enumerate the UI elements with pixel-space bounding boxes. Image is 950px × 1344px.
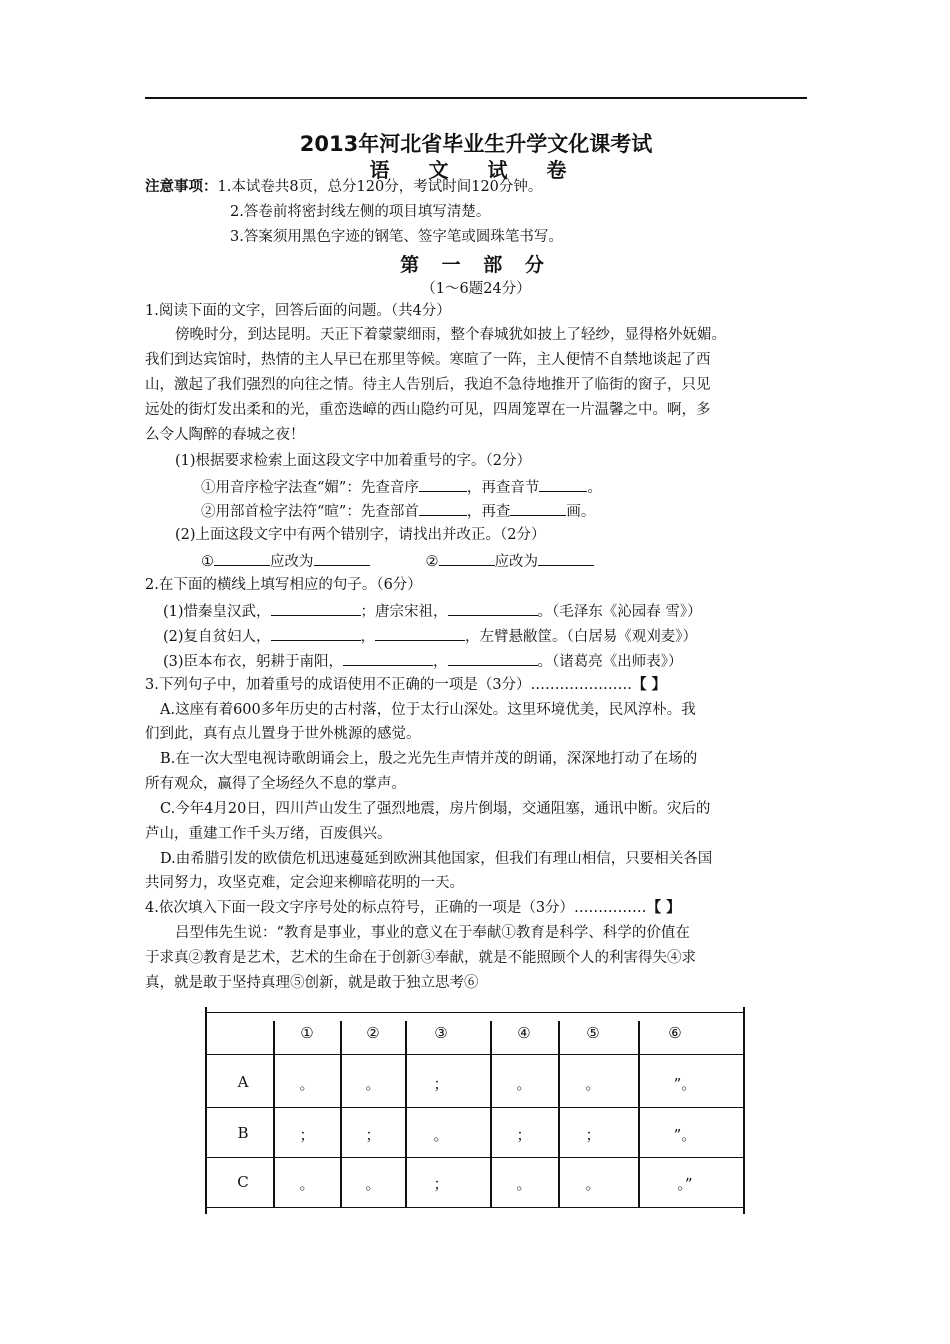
table-rule [205,1107,745,1108]
answer-blank[interactable] [343,651,433,666]
table-cell: ； [433,1175,449,1193]
text: ，再查 [466,504,511,520]
table-cell: 。 [433,1126,449,1144]
q3-option-line: 所有观众，赢得了全场经久不息的掌声。 [145,776,406,792]
notice-label: 注意事项： [145,179,218,195]
text: (3)臣本布衣，躬耕于南阳， [163,654,344,670]
q2-line-3 [163,651,683,671]
table-cell: ”。 [673,1075,697,1093]
table-rule [205,1157,745,1158]
table-header-cell: ③ [434,1024,448,1042]
exam-subtitle: 语 文 试 卷 [369,158,583,182]
text: 。（诸葛亮《出师表》） [537,654,683,670]
text: ，再查音节 [466,480,540,496]
q2-line-1 [163,601,702,621]
q4-stem-line [145,899,681,917]
text: 应改为 [270,554,314,570]
table-header-cell: ① [300,1024,314,1042]
table-cell: 。 [365,1075,381,1093]
table-cell: ； [585,1126,601,1144]
table-cell: 。 [299,1175,315,1193]
answer-blank[interactable] [214,551,270,566]
table-cell: ”。 [673,1126,697,1144]
table-rule [205,1207,745,1208]
exam-title: 2013年河北省毕业生升学文化课考试 [299,132,653,156]
table-row-label: B [237,1124,249,1142]
q3-stem-line [145,676,666,694]
answer-blank[interactable] [439,551,495,566]
q1-sub1: (1)根据要求检索上面这段文字中加着重号的字。（2分） [175,453,532,469]
table-rule [205,1012,745,1013]
answer-blank[interactable] [375,626,465,641]
q4-passage-line: 于求真②教育是艺术，艺术的生命在于创新③奉献，就是不能照顾个人的利害得失④求 [145,950,696,966]
table-col-rule [340,1021,342,1207]
text: 画。 [566,504,596,520]
part-subtitle: （1～6题24分） [421,281,531,297]
table-header-cell: ② [366,1024,380,1042]
q3-option-line: B.在一次大型电视诗歌朗诵会上，殷之光先生声情并茂的朗诵，深深地打动了在场的 [160,751,698,767]
table-cell: ； [299,1126,315,1144]
answer-blank[interactable] [419,477,467,492]
table-row-label: A [237,1073,249,1091]
notice-item: 3.答案须用黑色字迹的钢笔、签字笔或圆珠笔书写。 [230,229,563,245]
q1-sub2: (2)上面这段文字中有两个错别字，请找出并改正。（2分） [175,527,546,543]
table-header-cell: ⑤ [586,1024,600,1042]
answer-blank[interactable] [314,551,370,566]
q1-sub2a [201,551,594,571]
table-cell: 。 [299,1075,315,1093]
q1-passage-line: 傍晚时分，到达昆明。天正下着蒙蒙细雨，整个春城犹如披上了轻纱，显得格外妩媚。 [175,327,726,343]
q3-option-line: 们到此，真有点儿置身于世外桃源的感觉。 [145,726,421,742]
answer-blank[interactable] [448,651,538,666]
table-cell: 。 [585,1175,601,1193]
table-cell: ； [433,1075,449,1093]
answer-bracket[interactable]: 【 】 [646,900,681,916]
q1-passage-line: 我们到达宾馆时，热情的主人早已在那里等候。寒暄了一阵，主人便情不自禁地谈起了西 [145,352,711,368]
text: ① [201,554,214,570]
table-rule [205,1054,745,1055]
q1-sub1b [201,501,595,521]
text: ， [433,654,448,670]
q1-sub1a [201,477,602,497]
q1-passage-line: 远处的街灯发出柔和的光，重峦迭嶂的西山隐约可见，四周笼罩在一片温馨之中。啊，多 [145,402,711,418]
text: ②用部首检字法符“暄”：先查部首 [201,504,419,520]
q4-passage-line: 吕型伟先生说：“教育是事业，事业的意义在于奉献①教育是科学、科学的价值在 [175,925,690,941]
table-col-rule [743,1007,745,1214]
text: ；唐宗宋祖， [360,604,448,620]
table-col-rule [490,1021,492,1207]
notice-item: 1.本试卷共8页，总分120分，考试时间120分钟。 [217,179,543,195]
text: ，左臂悬敝筐。（白居易《观刈麦》） [465,629,698,645]
text: (1)惜秦皇汉武， [163,604,271,620]
text: 应改为 [494,554,538,570]
q1-stem: 1.阅读下面的文字，回答后面的问题。（共4分） [145,303,451,319]
q3-option-line: 芦山，重建工作千头万绪，百废俱兴。 [145,826,392,842]
table-col-rule [205,1007,207,1214]
q3-option-line: A.这座有着600多年历史的古村落，位于太行山深处。这里环境优美，民风淳朴。我 [160,702,696,718]
text: 。 [587,480,602,496]
q3-option-line: D.由希腊引发的欧债危机迅速蔓延到欧洲其他国家，但我们有理山相信，只要相关各国 [160,851,713,867]
table-cell: 。 [365,1175,381,1193]
answer-blank[interactable] [419,501,467,516]
text: 。（毛泽东《沁园春 雪》） [537,604,702,620]
answer-blank[interactable] [271,601,361,616]
table-row-label: C [237,1173,249,1191]
table-cell: 。 [516,1075,532,1093]
answer-bracket[interactable]: 【 】 [632,677,667,693]
q2-stem: 2.在下面的横线上填写相应的句子。（6分） [145,577,422,593]
text: ② [425,554,439,570]
text: ①用音序检字法查“媚”：先查音序 [201,480,419,496]
q2-line-2 [163,626,697,646]
notice-line-1 [145,178,542,196]
table-col-rule [558,1021,560,1207]
table-cell: 。 [585,1075,601,1093]
answer-blank[interactable] [510,501,566,516]
table-cell: ； [365,1126,381,1144]
text: ， [360,629,376,645]
q3-option-line: C.今年4月20日，四川芦山发生了强烈地震，房片倒塌，交通阻塞，通讯中断。灾后的 [160,801,711,817]
top-rule [145,97,807,99]
table-cell: 。 [516,1175,532,1193]
punctuation-table [205,1007,745,1214]
table-cell: 。” [677,1175,693,1193]
table-col-rule [273,1021,275,1207]
q4-passage-line: 真，就是敢于坚持真理⑤创新，就是敢于独立思考⑥ [145,975,479,991]
q4-stem: 4.依次填入下面一段文字序号处的标点符号，正确的一项是（3分）…………… [145,900,647,916]
notice-item: 2.答卷前将密封线左侧的项目填写清楚。 [230,204,491,220]
q3-option-line: 共同努力，攻坚克难，定会迎来柳暗花明的一天。 [145,875,464,891]
table-col-rule [405,1021,407,1207]
answer-blank[interactable] [271,626,361,641]
answer-blank[interactable] [539,477,587,492]
answer-blank[interactable] [448,601,538,616]
text: (2)复自贫妇人， [163,629,271,645]
q1-passage-line: 么令人陶醉的春城之夜！ [145,427,305,443]
table-cell: ； [516,1126,532,1144]
answer-blank[interactable] [538,551,594,566]
table-header-cell: ⑥ [668,1024,682,1042]
table-header-cell: ④ [517,1024,531,1042]
q1-passage-line: 山，激起了我们强烈的向往之情。待主人告别后，我迫不急待地推开了临街的窗子，只见 [145,377,711,393]
q3-stem: 3.下列句子中，加着重号的成语使用不正确的一项是（3分）………………… [145,677,633,693]
table-col-rule [638,1021,640,1207]
part-title: 第 一 部 分 [400,254,552,276]
